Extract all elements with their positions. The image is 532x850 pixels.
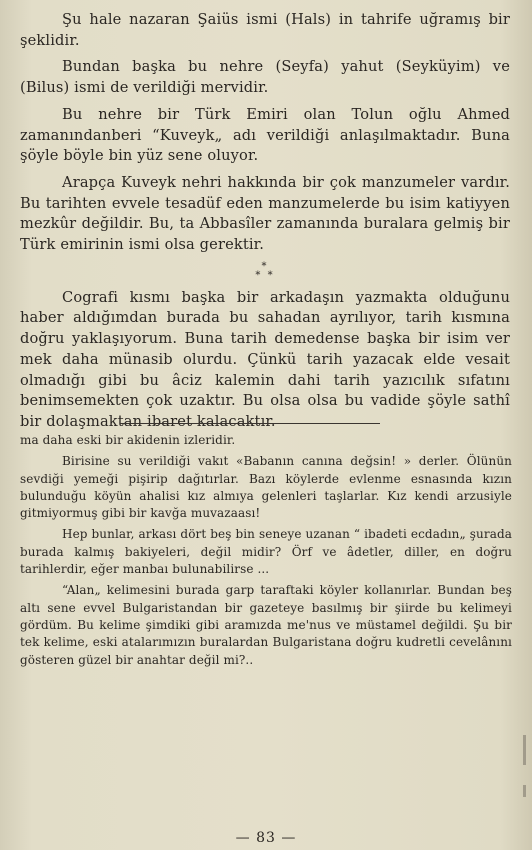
edge-mark [523,735,526,765]
paragraph-2: Bundan başka bu nehre (Seyfa) yahut (Seyküyim) ve (Bilus) ismi de verildiği mervidir. [20,58,510,97]
paragraph-1: Şu hale nazaran Şaiüs ismi (Hals) in tahrife uğramış bir şeklidir. [20,11,510,49]
footnote-paragraph-2: Hep bunlar, arkası dört beş bin seneye uzanan “ ibadeti ecdadın„ şurada burada kalmış bakiyeleri, değil midir? Örf ve âdetler, diller, en doğru tarihlerdir, eğer manbaı bulunabilirse ... [20,527,512,577]
footnote-paragraph-1: Birisine su verildiği vakıt «Babanın canına değsin! » derler. Ölünün sevdiği yemeği pişirip dağıtırlar. Bazı köylerde evlenme esnasında kızın bulunduğu köyün ahalisi kız almıya gelenleri taşlarlar. Kız kendi arzusiyle gitmiyormuş gibi bir kavğa muvazaası! [20,454,512,521]
footnotes [20,432,512,673]
paragraph-3: Bu nehre bir Türk Emiri olan Tolun oğlu Ahmed zamanındanberi “Kuveyk„ adı verildiği anlaşılmaktadır. Buna şöyle böyle bin yüz sene oluyor. [20,105,510,165]
main-text [20,10,510,439]
separator-star-top: * [261,260,269,272]
footnote-rule [120,423,380,424]
footnote-paragraph-3: “Alan„ kelimesini burada garp taraftaki köyler kollanırlar. Bundan beş altı sene evvel Bulgaristandan bir gazeteye basılmış bir şiirde bu kelimeyi gördüm. Bu kelime şimdiki gibi aramızda me'nus ve müstamel değildi. Şu bir tek kelime, eski atalarımızın buralardan Bulgaristana doğru kudretli cevelânını gösteren güzel bir anahtar değil mi?.. [20,583,512,667]
separator-stars-bottom: * * [255,269,275,281]
paragraph-4: Arapça Kuveyk nehri hakkında bir çok manzumeler vardır. Bu tarihten evvele tesadüf eden manzumelerde bu isim katiyyen mezkûr değildir. Bu, ta Abbasîler zamanında buralara gelmiş bir Türk emirinin ismi olsa gerektir. [20,173,510,254]
paragraph-5: Cografi kısmı başka bir arkadaşın yazmakta olduğunu haber aldığımdan burada bu sahadan ayrılıyor, tarih kısmına doğru yaklaşıyorum. Buna tarih demedense başka bir isim ver mek daha münasib olurdu. Çünkü tarih yazacak elde vesait olmadığı gibi bu âciz kalemin dahi tarih yazıcılık sıfatını benimsemekten çok uzaktır. Bu olsa olsa bu vadide şöyle sathî bir dolaşmaktan ibaret kalacaktır. [20,288,510,430]
edge-mark [523,785,526,797]
page-number: — 83 — [235,830,297,846]
footnote-continuation: ma daha eski bir akidenin izleridir. [20,433,236,447]
section-separator [20,262,510,280]
